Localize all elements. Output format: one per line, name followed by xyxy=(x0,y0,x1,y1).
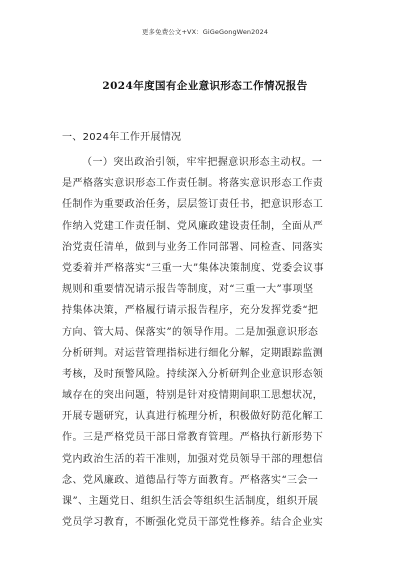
paragraph-line: 分析研判。对运营管理指标进行细化分解，定期跟踪监测 xyxy=(62,347,324,359)
paragraph-line: 持集体决策，严格履行请示报告程序，充分发挥党委“把 xyxy=(62,305,319,317)
paragraph-line: 作。三是严格党员干部日常教育管理。严格执行新形势下 xyxy=(62,432,324,444)
paragraph-line: 党委着并严格落实“三重一大”集体决策制度、党委会议事 xyxy=(62,262,324,274)
section-heading: 一、2024年工作开展情况 xyxy=(62,132,182,143)
document-title: 2024年度国有企业意识形态工作情况报告 xyxy=(102,80,308,92)
paragraph-line: 课”、主题党日、组织生活会等组织生活制度，组织开展 xyxy=(62,496,319,507)
paragraph-line: 党内政治生活的若干准则，加强对党员领导干部的理想信 xyxy=(62,453,324,465)
paragraph-line: 治党责任清单，做到与业务工作同部署、同检查、同落实 xyxy=(62,241,324,253)
paragraph-line: 党员学习教育，不断强化党员干部党性修养。结合企业实 xyxy=(62,517,324,529)
paragraph-body xyxy=(62,152,362,533)
paragraph-line: 域存在的突出问题，特别是针对疫情期间职工思想状况， xyxy=(62,390,324,402)
paragraph-line: 是严格落实意识形态工作责任制。将落实意识形态工作责 xyxy=(62,178,324,190)
paragraph-line: 作纳入党建工作责任制、党风廉政建设责任制，全面从严 xyxy=(62,220,324,232)
paragraph-line: 方向、管大局、保落实”的领导作用。二是加强意识形态 xyxy=(62,326,319,338)
paragraph-line: （一）突出政治引领，牢牢把握意识形态主动权。一 xyxy=(82,157,323,168)
paragraph-line: 念、党风廉政、道德品行等方面教育。严格落实“三会一 xyxy=(62,474,319,486)
paragraph-line: 考核，及时预警风险。持续深入分析研判企业意识形态领 xyxy=(62,368,324,380)
header-note: 更多免费公文+VX：GiGeGongWen2024 xyxy=(141,28,269,36)
paragraph-line: 开展专题研究，认真进行梳理分析，积极做好防范化解工 xyxy=(62,411,324,423)
paragraph-line: 任制作为重要政治任务，层层签订责任书，把意识形态工 xyxy=(62,199,324,211)
paragraph-line: 规则和重要情况请示报告等制度，对“三重一大”事项坚 xyxy=(62,284,314,296)
